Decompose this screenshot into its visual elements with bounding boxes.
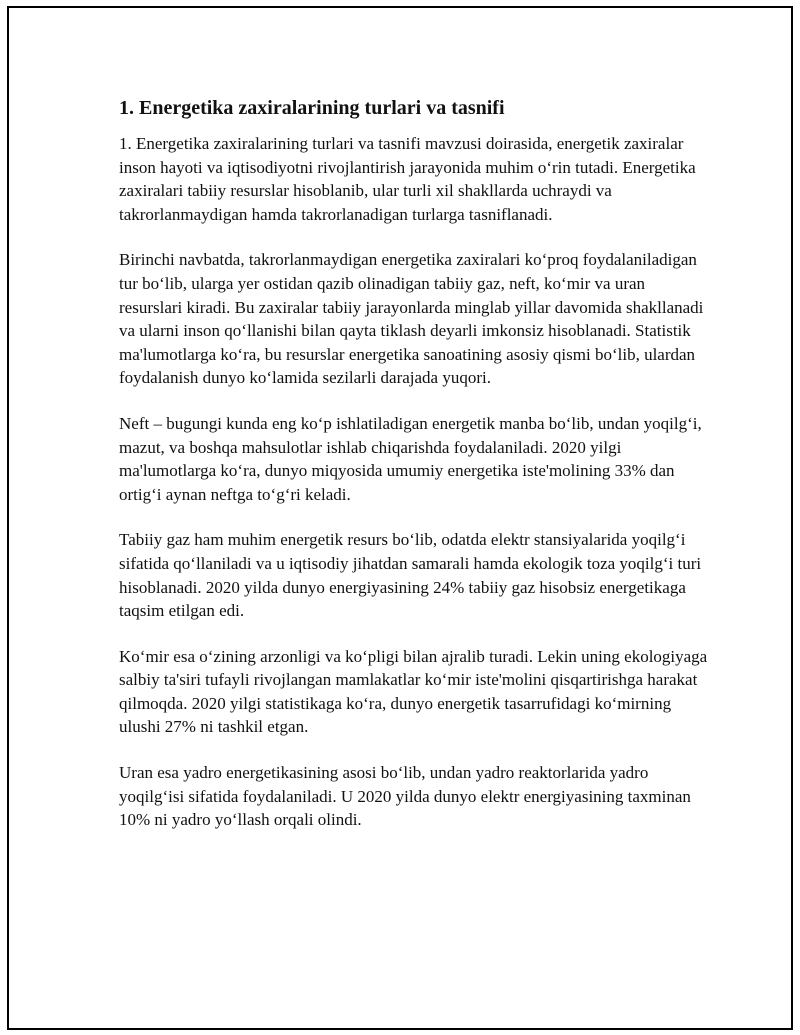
- paragraph-nonrenewable: Birinchi navbatda, takrorlanmaydigan energetika zaxiralari ko‘proq foydalaniladigan tur bo‘lib, ularga yer ostidan qazib olinadigan tabiiy gaz, neft, ko‘mir va uran resurslari kiradi. Bu zaxiralar tabiiy jarayonlarda minglab yillar davomida shakllanadi va ularni inson qo‘llanishi bilan qayta tiklash deyarli imkonsiz hisoblanadi. Statistik ma'lumotlarga ko‘ra, bu resurslar energetika sanoatining asosiy qismi bo‘lib, ulardan foydalanish dunyo ko‘lamida sezilarli darajada yuqori.: [119, 250, 704, 388]
- document-body: [119, 96, 709, 854]
- paragraph-coal: Ko‘mir esa o‘zining arzonligi va ko‘pligi bilan ajralib turadi. Lekin uning ekologiyaga salbiy ta'siri tufayli rivojlangan mamlakatlar ko‘mir iste'molini qisqartirishga harakat qilmoqda. 2020 yilgi statistikaga ko‘ra, dunyo energetik tasarrufidagi ko‘mirning ulushi 27% ni tashkil etgan.: [119, 646, 708, 737]
- section-heading: 1. Energetika zaxiralarining turlari va tasnifi: [119, 97, 505, 119]
- paragraph-oil: Neft – bugungi kunda eng ko‘p ishlatiladigan energetik manba bo‘lib, undan yoqilg‘i, mazut, va boshqa mahsulotlar ishlab chiqarishda foydalaniladi. 2020 yilgi ma'lumotlarga ko‘ra, dunyo miqyosida umumiy energetika iste'molining 33% dan ortig‘i aynan neftga to‘g‘ri keladi.: [119, 413, 702, 504]
- paragraph-intro: 1. Energetika zaxiralarining turlari va tasnifi mavzusi doirasida, energetik zaxiralar inson hayoti va iqtisodiyotni rivojlantirish jarayonida muhim o‘rin tutadi. Energetika zaxiralari tabiiy resurslar hisoblanib, ular turli xil shakllarda uchraydi va takrorlanmaydigan hamda takrorlanadigan turlarga tasniflanadi.: [119, 134, 696, 224]
- paragraph-natural-gas: Tabiiy gaz ham muhim energetik resurs bo‘lib, odatda elektr stansiyalarida yoqilg‘i sifatida qo‘llaniladi va u iqtisodiy jihatdan samarali hamda ekologik toza yoqilg‘i turi hisoblanadi. 2020 yilda dunyo energiyasining 24% tabiiy gaz hisobsiz energetikaga taqsim etilgan edi.: [119, 530, 702, 621]
- paragraph-uranium: Uran esa yadro energetikasining asosi bo‘lib, undan yadro reaktorlarida yadro yoqilg‘isi sifatida foydalaniladi. U 2020 yilda dunyo elektr energiyasining taxminan 10% ni yadro yo‘llash orqali olindi.: [119, 763, 691, 830]
- page-frame: [7, 6, 793, 1030]
